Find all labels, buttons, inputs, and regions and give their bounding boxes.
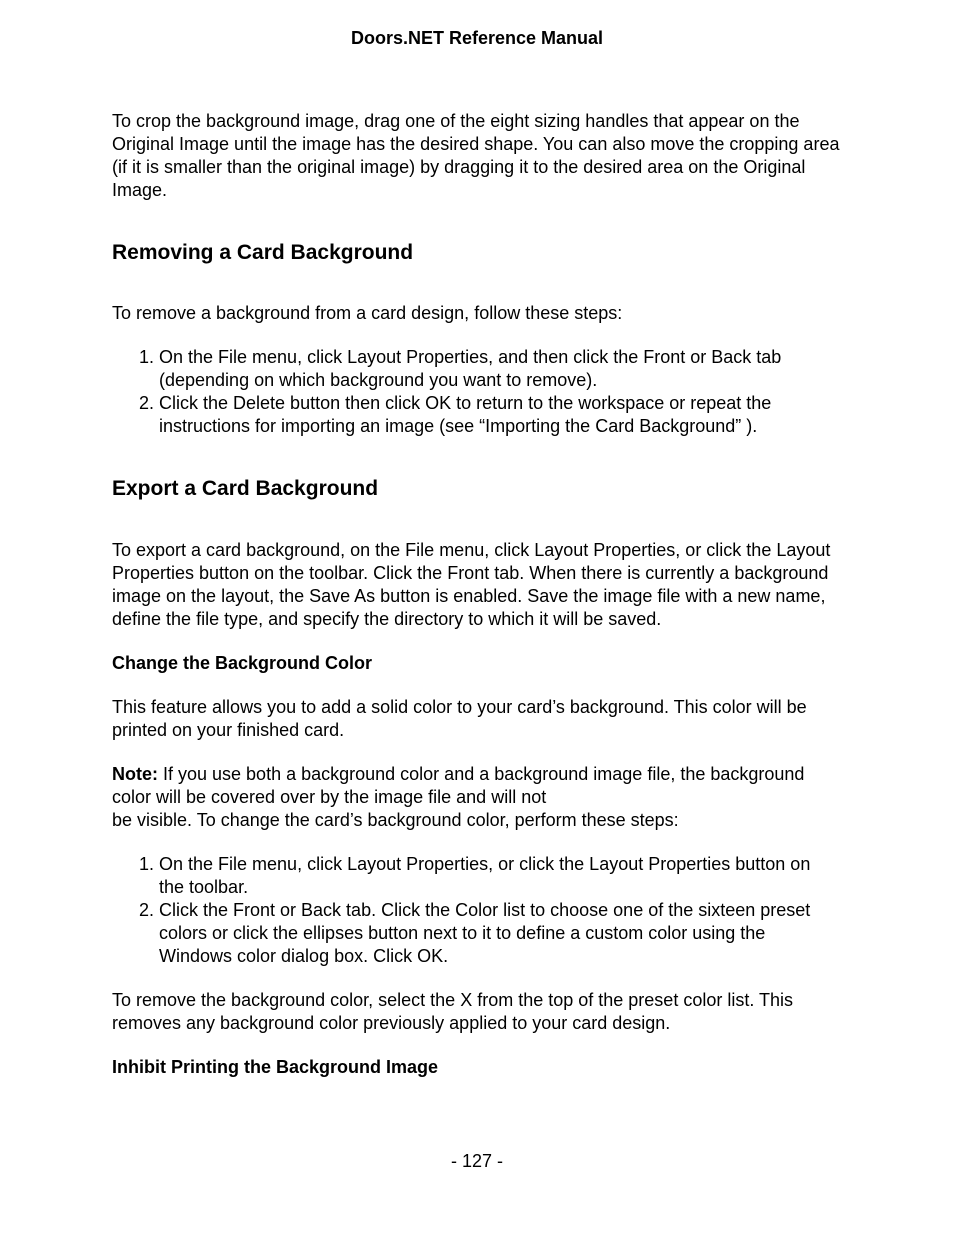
list-item: 1. On the File menu, click Layout Properties, or click the Layout Properties button on the toolbar.	[159, 853, 840, 899]
page-number: - 127 -	[450, 1151, 504, 1171]
list-item: 2. Click the Delete button then click OK to return to the workspace or repeat the instructions for importing an image (see “Importing the Card Background” ).	[159, 392, 840, 438]
crop-instructions-paragraph: To crop the background image, drag one of the eight sizing handles that appear on the Original Image until the image has the desired shape. You can also move the cropping area (if it is smaller than the original image) by dragging it to the desired area on the Original Image.	[112, 111, 840, 200]
note-continuation: be visible. To change the card’s background color, perform these steps:	[112, 810, 679, 830]
note-paragraph	[112, 763, 840, 809]
removing-background-heading: Removing a Card Background	[112, 241, 414, 264]
removing-steps-list	[112, 346, 840, 438]
change-color-paragraph: This feature allows you to add a solid color to your card’s background. This color will be printed on your finished card.	[112, 697, 807, 740]
list-item: 2. Click the Front or Back tab. Click the Color list to choose one of the sixteen preset colors or click the ellipses button next to it to define a custom color using the Windows color dialog box. Click OK.	[159, 899, 840, 968]
removing-intro-paragraph: To remove a background from a card design, follow these steps:	[112, 303, 623, 323]
change-color-heading: Change the Background Color	[112, 653, 373, 673]
page-header-title: Doors.NET Reference Manual	[350, 28, 604, 48]
export-paragraph: To export a card background, on the File menu, click Layout Properties, or click the Layout Properties button on the toolbar. Click the Front tab. When there is currently a background image on the layout, the Save As button is enabled. Save the image file with a new name, define the file type, and specify the directory to which it will be saved.	[112, 540, 831, 629]
note-text: If you use both a background color and a background image file, the background color will be covered over by the image file and will not	[112, 764, 805, 807]
export-background-heading: Export a Card Background	[112, 477, 379, 500]
list-item: 1. On the File menu, click Layout Properties, and then click the Front or Back tab (depending on which background you want to remove).	[159, 346, 840, 392]
change-color-steps-list	[112, 853, 840, 968]
document-body	[112, 110, 840, 1079]
remove-color-paragraph: To remove the background color, select the X from the top of the preset color list. This removes any background color previously applied to your card design.	[112, 990, 794, 1033]
inhibit-printing-heading: Inhibit Printing the Background Image	[112, 1057, 439, 1077]
note-label: Note:	[112, 764, 158, 784]
